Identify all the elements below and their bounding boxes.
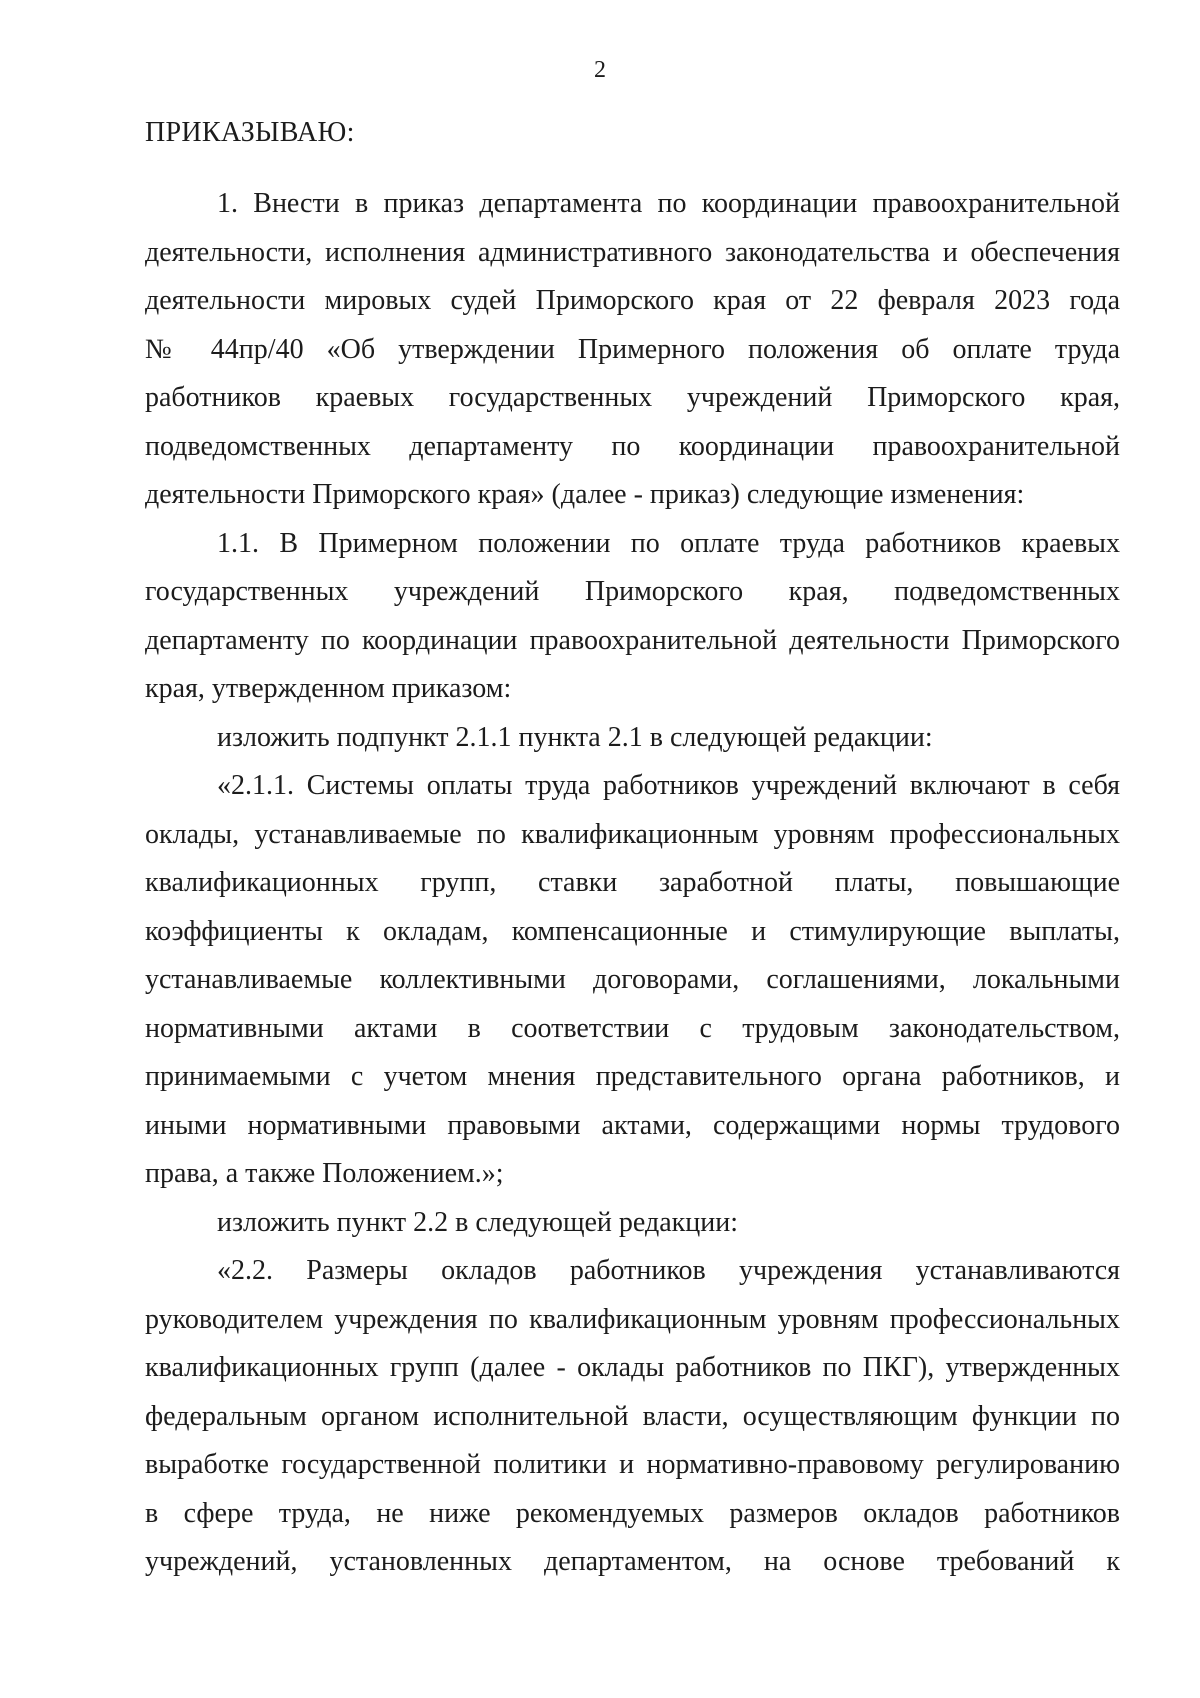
text-line: оклады, устанавливаемые по квалификационным уровням профессиональных [145, 819, 1120, 850]
text-line: «2.2. Размеры окладов работников учреждения устанавливаются [217, 1255, 1120, 1286]
text-line: квалификационных групп (далее - оклады работников по ПКГ), утвержденных [145, 1352, 1120, 1383]
text-line: края, утвержденном приказом: [145, 673, 512, 704]
text-line: подведомственных департаменту по координации правоохранительной [145, 431, 1120, 462]
text-line: изложить подпункт 2.1.1 пункта 2.1 в следующей редакции: [217, 722, 933, 753]
text-line: 1. Внести в приказ департамента по координации правоохранительной [217, 188, 1120, 219]
text-line: № 44пр/40 «Об утверждении Примерного положения об оплате труда [145, 334, 1120, 365]
text-line: учреждений, установленных департаментом, на основе требований к [145, 1546, 1120, 1577]
text-line: выработке государственной политики и нормативно-правовому регулированию [145, 1449, 1120, 1480]
text-line: иными нормативными правовыми актами, содержащими нормы трудового [145, 1110, 1120, 1141]
text-line: права, а также Положением.»; [145, 1158, 504, 1189]
text-line: «2.1.1. Системы оплаты труда работников учреждений включают в себя [217, 770, 1120, 801]
text-line: деятельности, исполнения административного законодательства и обеспечения [145, 237, 1120, 268]
text-line: работников краевых государственных учреждений Приморского края, [145, 382, 1120, 413]
text-line: федеральным органом исполнительной власти, осуществляющим функции по [145, 1401, 1120, 1432]
text-line: квалификационных групп, ставки заработной платы, повышающие [145, 867, 1120, 898]
text-line: 1.1. В Примерном положении по оплате труда работников краевых [217, 528, 1120, 559]
text-line: руководителем учреждения по квалификационным уровням профессиональных [145, 1304, 1120, 1335]
text-line: деятельности Приморского края» (далее - приказ) следующие изменения: [145, 479, 1025, 510]
text-line: коэффициенты к окладам, компенсационные и стимулирующие выплаты, [145, 916, 1120, 947]
text-line: деятельности мировых судей Приморского края от 22 февраля 2023 года [145, 285, 1120, 316]
text-line: государственных учреждений Приморского края, подведомственных [145, 576, 1120, 607]
text-line: в сфере труда, не ниже рекомендуемых размеров окладов работников [145, 1498, 1120, 1529]
text-line: устанавливаемые коллективными договорами, соглашениями, локальными [145, 964, 1120, 995]
text-line: принимаемыми с учетом мнения представительного органа работников, и [145, 1061, 1120, 1092]
order-heading: ПРИКАЗЫВАЮ: [145, 117, 355, 148]
text-line: изложить пункт 2.2 в следующей редакции: [217, 1207, 738, 1238]
text-line: нормативными актами в соответствии с трудовым законодательством, [145, 1013, 1120, 1044]
page-number: 2 [594, 57, 606, 83]
text-line: департаменту по координации правоохранительной деятельности Приморского [145, 625, 1120, 656]
